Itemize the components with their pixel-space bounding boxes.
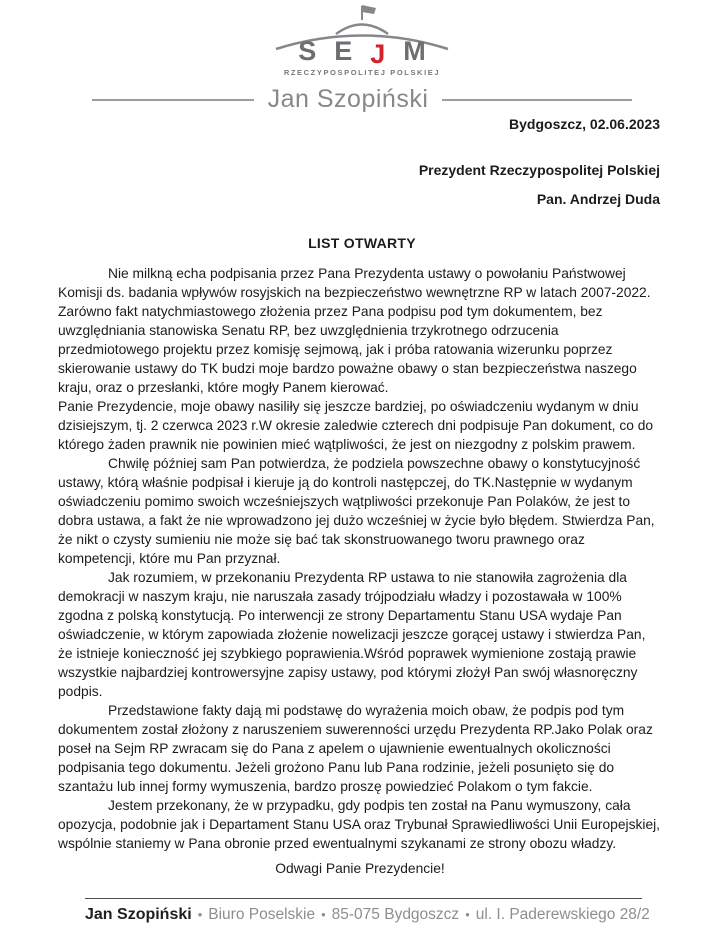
letter-paragraph: Chwilę później sam Pan potwierdza, że podziela powszechne obawy o konstytucyjność ustawy, którą właśnie podpisał i kieruje ją do kontroli następczej, do TK.Następnie w wydanym oświadczeniu pomimo swoich wcześniejszych wątpliwości przekonuje Pan Polaków, że jest to dobra ustawa, a fakt że nie wprowadzono jej dużo wcześniej w życie było błędem. Stwierdza Pan, że nikt o czysty sumieniu nie może się bać tak skonstruowanego tworu prawnego oraz kompetencji, które mu Pan przyznał. [58,456,655,566]
left-rule [92,99,254,101]
letter-paragraph: Nie milkną echa podpisania przez Pana Prezydenta ustawy o powołaniu Państwowej Komisji ds. badania wpływów rosyjskich na bezpieczeństwo wewnętrzne RP w latach 2007-2022. [58,266,651,300]
footer-item: ul. I. Paderewskiego 28/2 [475,906,650,923]
letter-paragraph: Jak rozumiem, w przekonaniu Prezydenta RP ustawa to nie stanowiła zagrożenia dla demokracji w naszym kraju, nie naruszała zasady trójpodziału władzy i pozostawała w 100% zgodna z polską konstytucją. Po interwencji ze strony Departamentu Stanu USA wydaje Pan oświadczenie, w którym zapowiada złożenie nowelizacji jeszcze gorącej ustawy i stwierdza Pan, że istnieje konieczność jej szybkiego poprawienia.Wśród poprawek wymienione zostają prawie wszystkie najbardziej kontrowersyjne zapisy ustawy, pod którymi złożył Pan swój własnoręczny podpis. [58,570,646,699]
footer-item: 85-075 Bydgoszcz [331,906,460,923]
footer-separator: • [465,907,470,922]
sejm-logo [0,0,724,77]
recipient-title: Prezydent Rzeczypospolitej Polskiej [418,162,660,178]
sejm-subtitle: RZECZYPOSPOLITEJ POLSKIEJ [283,68,441,77]
page-footer [85,898,650,924]
recipient-block [0,162,724,207]
footer-name: Jan Szopiński [85,906,192,923]
recipient-name: Pan. Andrzej Duda [536,191,660,207]
header-name-row [0,85,724,114]
footer-separator: • [321,907,326,922]
place-date: Bydgoszcz, 02.06.2023 [509,116,660,132]
sejm-letter-j: J [370,39,386,69]
letter-paragraph: Jestem przekonany, że w przypadku, gdy podpis ten został na Panu wymuszony, cała opozycja, podobnie jak i Departament Stanu USA oraz Trybunał Sprawiedliwości Unii Europejskiej, wspólnie staniemy w Pana obronie przed ewentualnymi szykanami ze strony obozu władzy. [58,798,661,851]
member-name: Jan Szopiński [267,85,429,113]
letter-title: LIST OTWARTY [308,235,416,251]
letter-body [58,264,662,878]
letter-closing: Odwagi Panie Prezydencie! [275,861,445,876]
letter-paragraph: Panie Prezydencie, moje obawy nasiliły się jeszcze bardziej, po oświadczeniu wydanym w dniu dzisiejszym, tj. 2 czerwca 2023 r.W okresie zaledwie czterech dni podpisuje Pan dokument, co do którego żaden prawnik nie powinien mieć wątpliwości, że jest on niezgodny z polskim prawem. [58,399,654,452]
sejm-letter-s: S [298,36,317,66]
sejm-wordmark [0,36,724,69]
letter-paragraph: Przedstawione fakty dają mi podstawę do wyrażenia moich obaw, że podpis pod tym dokumentem został złożony z naruszeniem suwerenności urzędu Prezydenta RP.Jako Polak oraz poseł na Sejm RP zwracam się do Pana z apelem o ujawnienie ewentualnych okoliczności podpisania tego dokumentu. Jeżeli grożono Panu lub Pana rodzinie, jeżeli posunięto się do szantażu lub innej formy wymuszenia, bardzo proszę powiedzieć Polakom o tym fakcie. [58,703,653,794]
sejm-letter-m: M [403,36,426,66]
sejm-letter-e: E [334,36,353,66]
letter-paragraph: Zarówno fakt natychmiastowego złożenia przez Pana podpisu pod tym dokumentem, bez uwzględniania stanowiska Senatu RP, bez uwzględnienia trzykrotnego odrzucenia przedmiotowego projektu przez komisję sejmową, jak i próba ratowania wizerunku poprzez skierowanie ustawy do TK budzi moje bardzo poważne obawy o stan bezpieczeństwa naszego kraju, oraz o przesłanki, które mogły Panem kierować. [58,304,637,395]
footer-separator: • [197,907,203,922]
right-rule [442,99,632,101]
footer-item: Biuro Poselskie [208,906,316,923]
